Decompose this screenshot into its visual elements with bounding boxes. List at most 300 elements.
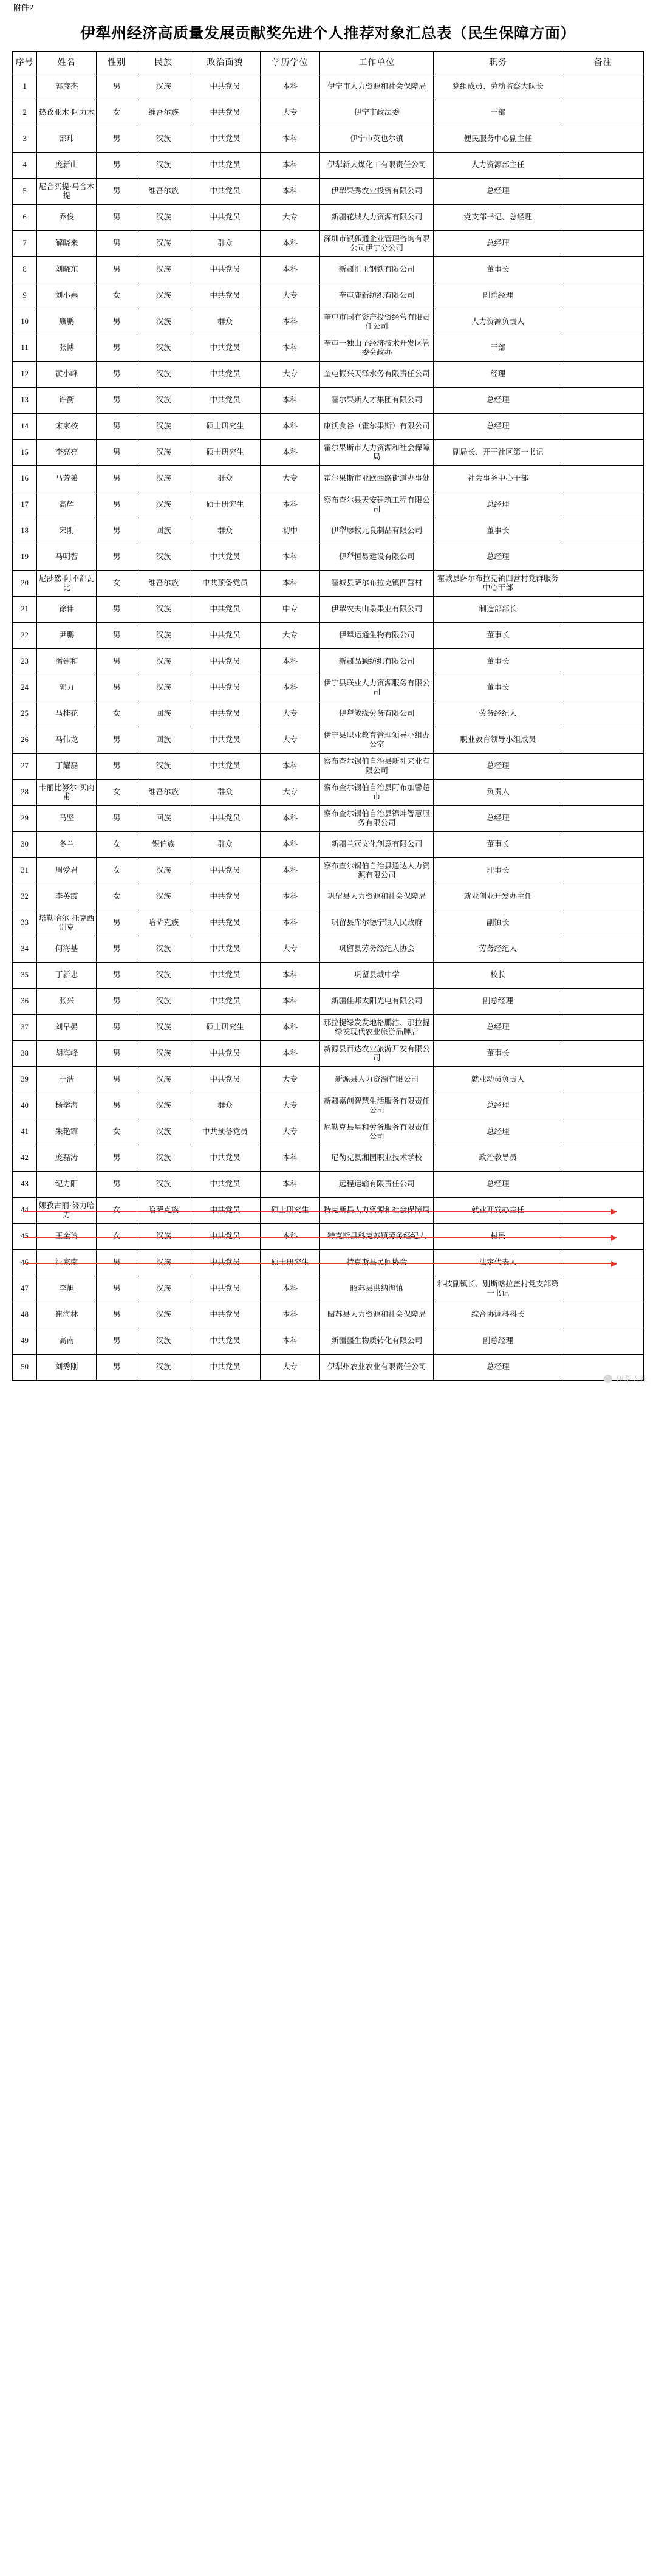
row-index: 44 (13, 1198, 37, 1224)
row-position: 就业创业开发办主任 (434, 884, 562, 910)
row-name: 邵玮 (37, 126, 97, 153)
row-political-status: 中共党员 (190, 1250, 261, 1276)
row-gender: 男 (97, 74, 137, 100)
row-gender: 男 (97, 492, 137, 518)
row-work-unit: 新疆兰冠文化创意有限公司 (320, 832, 434, 858)
table-row (13, 1276, 644, 1302)
row-education: 本科 (260, 1145, 319, 1172)
row-political-status: 中共党员 (190, 1328, 261, 1355)
table-row (13, 362, 644, 388)
col-header-gender: 性别 (97, 52, 137, 74)
row-work-unit: 巩留县人力资源和社会保障局 (320, 884, 434, 910)
row-political-status: 群众 (190, 466, 261, 492)
row-education: 本科 (260, 335, 319, 362)
table-row (13, 1145, 644, 1172)
row-work-unit: 那拉提绿发发地格鹏浩、那拉提绿发现代农业旅游品牌店 (320, 1015, 434, 1041)
row-index: 1 (13, 74, 37, 100)
row-index: 24 (13, 675, 37, 701)
row-work-unit: 伊犁果秀农业投资有限公司 (320, 179, 434, 205)
row-political-status: 中共党员 (190, 153, 261, 179)
row-position: 干部 (434, 335, 562, 362)
row-ethnicity: 汉族 (137, 1145, 190, 1172)
row-position: 董事长 (434, 649, 562, 675)
row-political-status: 硕士研究生 (190, 1015, 261, 1041)
row-remarks (562, 466, 644, 492)
row-education: 本科 (260, 1302, 319, 1328)
row-education: 大专 (260, 362, 319, 388)
row-work-unit: 伊宁市人力资源和社会保障局 (320, 74, 434, 100)
table-row (13, 1355, 644, 1381)
row-ethnicity: 汉族 (137, 1119, 190, 1145)
row-ethnicity: 汉族 (137, 414, 190, 440)
table-row (13, 518, 644, 544)
row-ethnicity: 锡伯族 (137, 832, 190, 858)
row-gender: 男 (97, 440, 137, 466)
row-work-unit: 伊宁县职业教育管理领导小组办公室 (320, 727, 434, 754)
row-education: 本科 (260, 126, 319, 153)
row-remarks (562, 179, 644, 205)
row-education: 大专 (260, 701, 319, 727)
table-row (13, 544, 644, 571)
row-name: 宋刚 (37, 518, 97, 544)
row-political-status: 群众 (190, 518, 261, 544)
table-row (13, 754, 644, 780)
row-position: 董事长 (434, 675, 562, 701)
row-index: 15 (13, 440, 37, 466)
row-political-status: 中共党员 (190, 649, 261, 675)
row-work-unit: 新疆疆生物质转化有限公司 (320, 1328, 434, 1355)
row-work-unit: 伊犁农夫山泉果业有限公司 (320, 597, 434, 623)
row-remarks (562, 74, 644, 100)
row-gender: 男 (97, 597, 137, 623)
row-position: 董事长 (434, 257, 562, 283)
page-title: 伊犁州经济高质量发展贡献奖先进个人推荐对象汇总表（民生保障方面） (80, 26, 576, 42)
row-ethnicity: 汉族 (137, 466, 190, 492)
row-gender: 女 (97, 1224, 137, 1250)
row-remarks (562, 1198, 644, 1224)
row-work-unit: 伊宁市英也尔镇 (320, 126, 434, 153)
table-row (13, 727, 644, 754)
row-ethnicity: 汉族 (137, 597, 190, 623)
row-index: 27 (13, 754, 37, 780)
row-political-status: 中共党员 (190, 754, 261, 780)
row-education: 本科 (260, 492, 319, 518)
row-remarks (562, 1145, 644, 1172)
row-education: 本科 (260, 832, 319, 858)
row-education: 本科 (260, 414, 319, 440)
table-row (13, 858, 644, 884)
row-work-unit: 奎屯振兴天泽水务有限责任公司 (320, 362, 434, 388)
row-work-unit: 伊犁州农业农业有限责任公司 (320, 1355, 434, 1381)
row-education: 本科 (260, 544, 319, 571)
row-work-unit: 霍尔果斯市亚欧西路街道办事处 (320, 466, 434, 492)
row-name: 李旭 (37, 1276, 97, 1302)
table-row (13, 440, 644, 466)
row-position: 董事长 (434, 623, 562, 649)
row-ethnicity: 回族 (137, 727, 190, 754)
table-row (13, 1172, 644, 1198)
row-name: 崔海林 (37, 1302, 97, 1328)
row-ethnicity: 汉族 (137, 858, 190, 884)
row-index: 14 (13, 414, 37, 440)
row-work-unit: 特克斯县民间协会 (320, 1250, 434, 1276)
row-work-unit: 昭苏县洪纳海镇 (320, 1276, 434, 1302)
row-index: 49 (13, 1328, 37, 1355)
row-index: 25 (13, 701, 37, 727)
row-name: 徐伟 (37, 597, 97, 623)
row-position: 科技副镇长、别斯喀拉盖村党支部第一书记 (434, 1276, 562, 1302)
row-education: 大专 (260, 936, 319, 963)
row-name: 娜孜古丽·努力哈力 (37, 1198, 97, 1224)
row-name: 卡丽比努尔·买肉甫 (37, 780, 97, 806)
row-education: 硕士研究生 (260, 1250, 319, 1276)
row-ethnicity: 汉族 (137, 1276, 190, 1302)
row-political-status: 中共预备党员 (190, 571, 261, 597)
row-name: 张兴 (37, 989, 97, 1015)
row-gender: 女 (97, 780, 137, 806)
table-row (13, 1250, 644, 1276)
row-gender: 男 (97, 1328, 137, 1355)
table-row (13, 153, 644, 179)
row-education: 大专 (260, 1355, 319, 1381)
row-index: 37 (13, 1015, 37, 1041)
row-index: 12 (13, 362, 37, 388)
table-row (13, 1328, 644, 1355)
row-name: 潘建和 (37, 649, 97, 675)
row-education: 本科 (260, 989, 319, 1015)
row-index: 9 (13, 283, 37, 309)
watermark (604, 1373, 647, 1384)
row-position: 经理 (434, 362, 562, 388)
row-gender: 男 (97, 727, 137, 754)
row-position: 副总经理 (434, 283, 562, 309)
row-ethnicity: 维吾尔族 (137, 100, 190, 126)
row-position: 总经理 (434, 1119, 562, 1145)
row-ethnicity: 汉族 (137, 205, 190, 231)
row-index: 34 (13, 936, 37, 963)
row-gender: 男 (97, 126, 137, 153)
row-education: 大专 (260, 1119, 319, 1145)
row-ethnicity: 汉族 (137, 675, 190, 701)
row-position: 干部 (434, 100, 562, 126)
table-row (13, 936, 644, 963)
row-name: 尹鹏 (37, 623, 97, 649)
row-name: 纪力阳 (37, 1172, 97, 1198)
row-index: 36 (13, 989, 37, 1015)
row-ethnicity: 汉族 (137, 309, 190, 335)
row-education: 本科 (260, 179, 319, 205)
row-index: 29 (13, 806, 37, 832)
table-row (13, 675, 644, 701)
row-position: 副总经理 (434, 1328, 562, 1355)
row-name: 王金玲 (37, 1224, 97, 1250)
row-name: 高南 (37, 1328, 97, 1355)
row-work-unit: 奎屯鹿新纺织有限公司 (320, 283, 434, 309)
row-index: 13 (13, 388, 37, 414)
row-position: 便民服务中心副主任 (434, 126, 562, 153)
row-name: 汪家南 (37, 1250, 97, 1276)
row-remarks (562, 1250, 644, 1276)
row-remarks (562, 754, 644, 780)
row-work-unit: 霍尔果斯人才集团有限公司 (320, 388, 434, 414)
row-ethnicity: 汉族 (137, 1067, 190, 1093)
row-remarks (562, 414, 644, 440)
row-political-status: 中共党员 (190, 1145, 261, 1172)
table-row (13, 309, 644, 335)
row-education: 本科 (260, 74, 319, 100)
table-row (13, 414, 644, 440)
row-work-unit: 察布查尔锡伯自治县锦坤智慧服务有限公司 (320, 806, 434, 832)
row-name: 李英霞 (37, 884, 97, 910)
row-work-unit: 察布查尔锡伯自治县新社来业有限公司 (320, 754, 434, 780)
row-position: 校长 (434, 963, 562, 989)
row-remarks (562, 1224, 644, 1250)
row-position: 总经理 (434, 1355, 562, 1381)
row-ethnicity: 回族 (137, 806, 190, 832)
row-ethnicity: 汉族 (137, 440, 190, 466)
row-index: 18 (13, 518, 37, 544)
row-remarks (562, 283, 644, 309)
row-ethnicity: 汉族 (137, 1041, 190, 1067)
row-position: 职业教育领导小组成员 (434, 727, 562, 754)
col-header-index: 序号 (13, 52, 37, 74)
row-ethnicity: 汉族 (137, 74, 190, 100)
row-work-unit: 巩留县劳务经纪人协会 (320, 936, 434, 963)
row-gender: 男 (97, 179, 137, 205)
row-name: 刘早晏 (37, 1015, 97, 1041)
row-political-status: 中共党员 (190, 1224, 261, 1250)
row-gender: 男 (97, 466, 137, 492)
row-remarks (562, 518, 644, 544)
row-remarks (562, 675, 644, 701)
row-gender: 男 (97, 910, 137, 936)
row-education: 本科 (260, 309, 319, 335)
row-remarks (562, 649, 644, 675)
row-education: 大专 (260, 466, 319, 492)
row-work-unit: 新源县人力资源有限公司 (320, 1067, 434, 1093)
row-political-status: 群众 (190, 832, 261, 858)
row-education: 本科 (260, 858, 319, 884)
row-education: 本科 (260, 388, 319, 414)
row-index: 26 (13, 727, 37, 754)
row-name: 何海基 (37, 936, 97, 963)
row-ethnicity: 汉族 (137, 1093, 190, 1119)
row-position: 制造部部长 (434, 597, 562, 623)
row-index: 23 (13, 649, 37, 675)
row-political-status: 硕士研究生 (190, 492, 261, 518)
row-ethnicity: 维吾尔族 (137, 571, 190, 597)
row-position: 理事长 (434, 858, 562, 884)
row-gender: 女 (97, 100, 137, 126)
row-name: 于浩 (37, 1067, 97, 1093)
row-remarks (562, 1276, 644, 1302)
watermark-text: 伊犁人社 (615, 1375, 647, 1384)
row-ethnicity: 汉族 (137, 257, 190, 283)
row-political-status: 中共党员 (190, 806, 261, 832)
row-position: 劳务经纪人 (434, 936, 562, 963)
row-gender: 男 (97, 936, 137, 963)
row-ethnicity: 汉族 (137, 126, 190, 153)
row-education: 本科 (260, 806, 319, 832)
row-index: 42 (13, 1145, 37, 1172)
row-work-unit: 康沃食谷（霍尔果斯）有限公司 (320, 414, 434, 440)
row-position: 社会事务中心干部 (434, 466, 562, 492)
row-gender: 男 (97, 335, 137, 362)
row-political-status: 中共党员 (190, 910, 261, 936)
table-row (13, 1224, 644, 1250)
row-position: 总经理 (434, 806, 562, 832)
row-political-status: 中共党员 (190, 544, 261, 571)
row-ethnicity: 哈萨克族 (137, 910, 190, 936)
row-index: 11 (13, 335, 37, 362)
table-row (13, 179, 644, 205)
row-education: 本科 (260, 1328, 319, 1355)
col-header-remarks: 备注 (562, 52, 644, 74)
row-education: 本科 (260, 963, 319, 989)
row-political-status: 中共党员 (190, 362, 261, 388)
row-political-status: 群众 (190, 231, 261, 257)
row-ethnicity: 回族 (137, 701, 190, 727)
table-row (13, 126, 644, 153)
row-gender: 女 (97, 701, 137, 727)
row-education: 本科 (260, 1041, 319, 1067)
row-political-status: 中共党员 (190, 1302, 261, 1328)
row-ethnicity: 汉族 (137, 884, 190, 910)
row-remarks (562, 1172, 644, 1198)
row-index: 48 (13, 1302, 37, 1328)
row-work-unit: 奎屯一独山子经济技术开发区管委会政办 (320, 335, 434, 362)
row-education: 本科 (260, 153, 319, 179)
row-political-status: 中共党员 (190, 1198, 261, 1224)
col-header-position: 职务 (434, 52, 562, 74)
row-education: 本科 (260, 257, 319, 283)
row-education: 本科 (260, 1172, 319, 1198)
row-gender: 男 (97, 257, 137, 283)
col-header-work-unit: 工作单位 (320, 52, 434, 74)
row-political-status: 群众 (190, 309, 261, 335)
row-index: 7 (13, 231, 37, 257)
table-row (13, 910, 644, 936)
row-position: 总经理 (434, 492, 562, 518)
row-education: 本科 (260, 1224, 319, 1250)
row-work-unit: 特克斯县人力资源和社会保障局 (320, 1198, 434, 1224)
row-work-unit: 奎屯市国有资产投资经营有限责任公司 (320, 309, 434, 335)
row-remarks (562, 1328, 644, 1355)
row-gender: 男 (97, 1172, 137, 1198)
row-gender: 男 (97, 1355, 137, 1381)
row-remarks (562, 910, 644, 936)
row-ethnicity: 哈萨克族 (137, 1198, 190, 1224)
row-index: 16 (13, 466, 37, 492)
row-political-status: 中共党员 (190, 1276, 261, 1302)
row-remarks (562, 806, 644, 832)
row-name: 马坚 (37, 806, 97, 832)
row-work-unit: 巩留县库尔德宁镇人民政府 (320, 910, 434, 936)
row-ethnicity: 汉族 (137, 283, 190, 309)
row-index: 50 (13, 1355, 37, 1381)
row-index: 21 (13, 597, 37, 623)
row-name: 周爱君 (37, 858, 97, 884)
row-work-unit: 察布查尔锡伯自治县阿布加馨超市 (320, 780, 434, 806)
row-index: 31 (13, 858, 37, 884)
table-row (13, 388, 644, 414)
row-ethnicity: 汉族 (137, 153, 190, 179)
row-index: 20 (13, 571, 37, 597)
row-name: 尼莎然·阿不都瓦比 (37, 571, 97, 597)
row-index: 3 (13, 126, 37, 153)
table-row (13, 231, 644, 257)
row-work-unit: 新疆佳邦太阳光电有限公司 (320, 989, 434, 1015)
row-education: 大专 (260, 780, 319, 806)
row-work-unit: 察布查尔县天安建筑工程有限公司 (320, 492, 434, 518)
row-position: 总经理 (434, 231, 562, 257)
row-education: 本科 (260, 1015, 319, 1041)
table-row (13, 205, 644, 231)
row-work-unit: 尼勒克县湘园职业技术学校 (320, 1145, 434, 1172)
row-name: 解晓来 (37, 231, 97, 257)
col-header-education: 学历学位 (260, 52, 319, 74)
table-row (13, 806, 644, 832)
table-row (13, 884, 644, 910)
row-political-status: 中共党员 (190, 335, 261, 362)
row-gender: 男 (97, 1276, 137, 1302)
row-gender: 男 (97, 205, 137, 231)
row-work-unit: 伊宁县联业人力资源服务有限公司 (320, 675, 434, 701)
table-row (13, 571, 644, 597)
row-work-unit: 尼勒克县星和劳务服务有限责任公司 (320, 1119, 434, 1145)
row-gender: 男 (97, 153, 137, 179)
row-ethnicity: 汉族 (137, 1355, 190, 1381)
row-education: 本科 (260, 231, 319, 257)
row-position: 霍城县萨尔布拉克镇四营村党群服务中心干部 (434, 571, 562, 597)
row-remarks (562, 884, 644, 910)
row-gender: 男 (97, 388, 137, 414)
row-political-status: 中共党员 (190, 1041, 261, 1067)
row-work-unit: 霍城县萨尔布拉克镇四营村 (320, 571, 434, 597)
row-name: 马芳弟 (37, 466, 97, 492)
row-name: 郭力 (37, 675, 97, 701)
row-work-unit: 新源县百达农业旅游开发有限公司 (320, 1041, 434, 1067)
row-index: 38 (13, 1041, 37, 1067)
row-political-status: 中共党员 (190, 74, 261, 100)
row-index: 8 (13, 257, 37, 283)
row-education: 本科 (260, 910, 319, 936)
row-ethnicity: 汉族 (137, 231, 190, 257)
row-ethnicity: 汉族 (137, 388, 190, 414)
row-position: 总经理 (434, 1015, 562, 1041)
row-position: 政治教导员 (434, 1145, 562, 1172)
row-education: 本科 (260, 571, 319, 597)
row-remarks (562, 1015, 644, 1041)
row-education: 本科 (260, 440, 319, 466)
row-ethnicity: 汉族 (137, 492, 190, 518)
row-remarks (562, 362, 644, 388)
row-ethnicity: 汉族 (137, 544, 190, 571)
row-name: 朱艳霏 (37, 1119, 97, 1145)
row-name: 丁新忠 (37, 963, 97, 989)
row-position: 村民 (434, 1224, 562, 1250)
row-position: 人力资源部主任 (434, 153, 562, 179)
row-gender: 女 (97, 1198, 137, 1224)
row-ethnicity: 汉族 (137, 989, 190, 1015)
row-gender: 男 (97, 231, 137, 257)
row-position: 总经理 (434, 414, 562, 440)
table-row (13, 283, 644, 309)
row-gender: 女 (97, 858, 137, 884)
row-political-status: 中共党员 (190, 727, 261, 754)
row-remarks (562, 1041, 644, 1067)
row-index: 35 (13, 963, 37, 989)
